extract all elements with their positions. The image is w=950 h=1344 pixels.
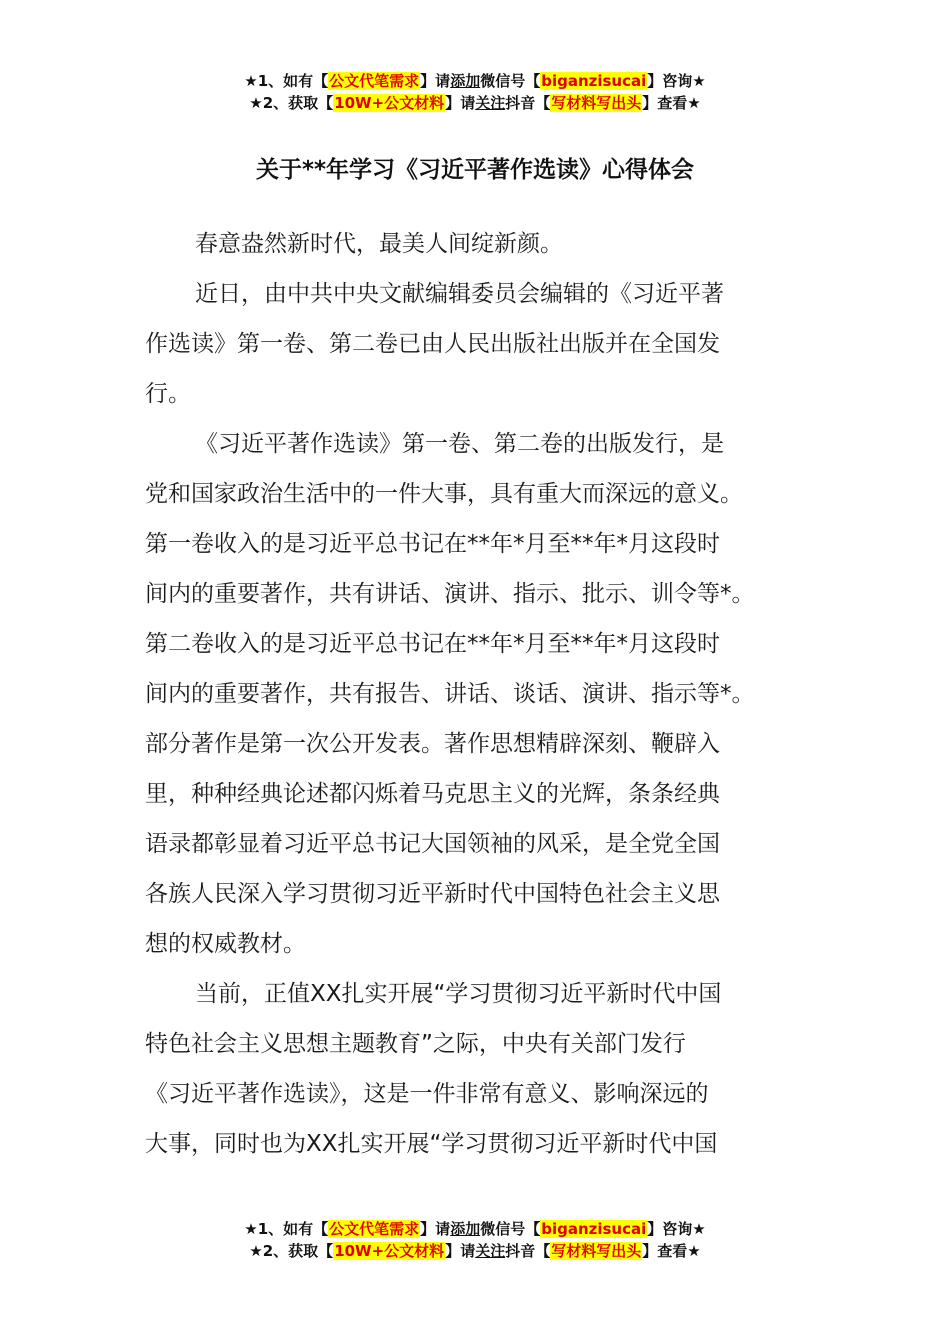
banner-text: ★1、如有【: [244, 1220, 329, 1238]
banner-line-2: [0, 1240, 950, 1262]
banner-text: 】查看★: [642, 1242, 701, 1260]
body-line: 间内的重要著作，共有报告、讲话、谈话、演讲、指示等*。: [145, 681, 755, 707]
body-line: 近日，由中共中央文献编辑委员会编辑的《习近平著: [195, 281, 724, 307]
banner-text: ★2、获取【: [249, 94, 334, 112]
body-line: 《习近平著作选读》第一卷、第二卷的出版发行，是: [195, 431, 724, 457]
banner-text: 】请: [420, 1220, 451, 1238]
body-line: 当前，正值XX扎实开展“学习贯彻习近平新时代中国: [195, 981, 722, 1007]
underlined-text: 添加: [450, 1220, 481, 1238]
banner-text: 】咨询★: [647, 1220, 706, 1238]
header-banner: [0, 70, 950, 114]
banner-text: 】查看★: [642, 94, 701, 112]
body-line: 作选读》第一卷、第二卷已由人民出版社出版并在全国发: [145, 331, 720, 357]
highlight-douyin-account: 写材料写出头: [551, 1242, 642, 1260]
highlight-wechat-id: biganzisucai: [541, 1220, 647, 1238]
body-line: 第二卷收入的是习近平总书记在**年*月至**年*月这段时: [145, 631, 720, 657]
banner-text: 微信号【: [480, 1220, 541, 1238]
body-line: 各族人民深入学习贯彻习近平新时代中国特色社会主义思: [145, 881, 720, 907]
banner-text: 】请: [420, 72, 451, 90]
body-line: 党和国家政治生活中的一件大事，具有重大而深远的意义。: [145, 481, 743, 507]
highlight-douyin-account: 写材料写出头: [551, 94, 642, 112]
highlight-materials: 10W+公文材料: [334, 94, 445, 112]
body-line: 春意盎然新时代，最美人间绽新颜。: [195, 231, 563, 257]
body-line: 特色社会主义思想主题教育”之际，中央有关部门发行: [145, 1031, 686, 1057]
banner-text: 】请: [445, 1242, 476, 1260]
body-line: 行。: [145, 381, 191, 407]
body-line: 大事，同时也为XX扎实开展“学习贯彻习近平新时代中国: [145, 1131, 718, 1157]
body-line: 部分著作是第一次公开发表。著作思想精辟深刻、鞭辟入: [145, 731, 720, 757]
body-line: 语录都彰显着习近平总书记大国领袖的风采，是全党全国: [145, 831, 720, 857]
document-title: 关于**年学习《习近平著作选读》心得体会: [255, 157, 695, 183]
highlight-service: 公文代笔需求: [329, 72, 420, 90]
banner-text: ★2、获取【: [249, 1242, 334, 1260]
highlight-materials: 10W+公文材料: [334, 1242, 445, 1260]
banner-line-1: [0, 70, 950, 92]
underlined-text: 添加: [450, 72, 481, 90]
banner-text: 】请: [445, 94, 476, 112]
body-line: 里，种种经典论述都闪烁着马克思主义的光辉，条条经典: [145, 781, 720, 807]
banner-text: ★1、如有【: [244, 72, 329, 90]
body-line: 间内的重要著作，共有讲话、演讲、指示、批示、训令等*。: [145, 581, 755, 607]
banner-line-1: [0, 1218, 950, 1240]
body-line: 《习近平著作选读》，这是一件非常有意义、影响深远的: [145, 1081, 709, 1107]
document-body: [145, 219, 810, 1169]
footer-banner: [0, 1218, 950, 1262]
body-line: 第一卷收入的是习近平总书记在**年*月至**年*月这段时: [145, 531, 720, 557]
banner-text: 抖音【: [505, 94, 551, 112]
highlight-wechat-id: biganzisucai: [541, 72, 647, 90]
banner-line-2: [0, 92, 950, 114]
banner-text: 微信号【: [480, 72, 541, 90]
underlined-text: 关注: [475, 94, 506, 112]
banner-text: 抖音【: [505, 1242, 551, 1260]
body-line: 想的权威教材。: [145, 931, 306, 957]
underlined-text: 关注: [475, 1242, 506, 1260]
banner-text: 】咨询★: [647, 72, 706, 90]
highlight-service: 公文代笔需求: [329, 1220, 420, 1238]
